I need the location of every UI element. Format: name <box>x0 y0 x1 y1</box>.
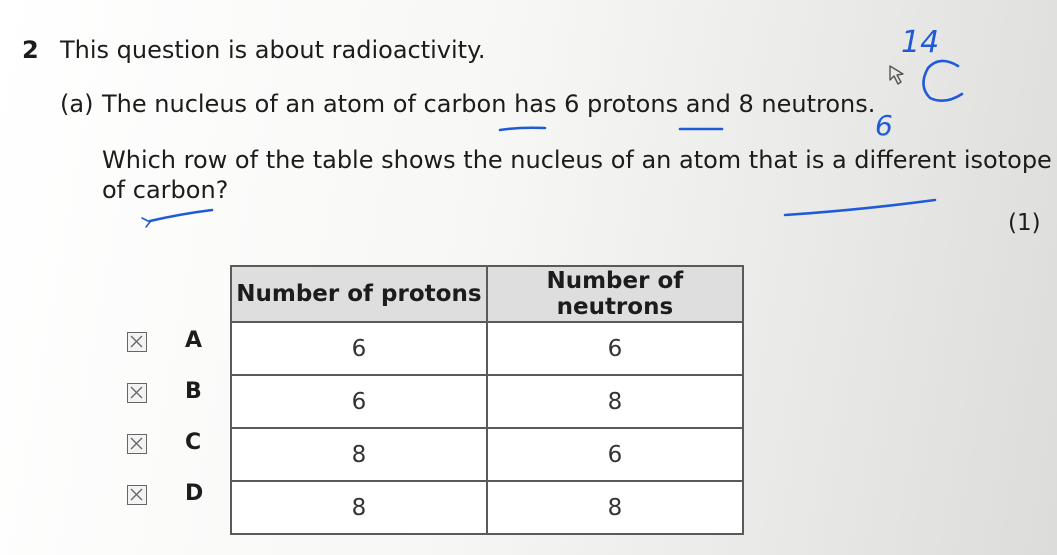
checkbox-a[interactable] <box>127 332 147 352</box>
option-letter: C <box>185 430 202 455</box>
cell-protons: 6 <box>231 322 487 375</box>
underline-of-carbon <box>150 210 212 221</box>
header-neutrons: Number of neutrons <box>487 266 743 322</box>
prompt-line-2: of carbon? <box>102 176 229 204</box>
isotope-table <box>230 265 744 535</box>
option-a[interactable] <box>127 330 207 356</box>
checkbox-c[interactable] <box>127 434 147 454</box>
table-header-row <box>231 266 743 322</box>
symbol-c-arc <box>923 61 962 101</box>
table-row <box>231 375 743 428</box>
part-text: The nucleus of an atom of carbon has 6 protons and 8 neutrons. <box>102 90 876 118</box>
mass-number: 14 <box>901 25 940 60</box>
question-title: This question is about radioactivity. <box>60 36 486 64</box>
cell-neutrons: 6 <box>487 322 743 375</box>
cell-protons: 8 <box>231 481 487 534</box>
underline-6-protons <box>500 128 545 130</box>
table-row <box>231 481 743 534</box>
cell-protons: 6 <box>231 375 487 428</box>
cell-neutrons: 6 <box>487 428 743 481</box>
prompt-line-1: Which row of the table shows the nucleus of an atom that is a different isotope <box>102 146 1052 174</box>
option-letter: D <box>185 481 204 506</box>
atomic-number: 6 <box>875 109 893 142</box>
part-label: (a) <box>60 90 94 118</box>
option-letter: B <box>185 379 202 404</box>
cell-protons: 8 <box>231 428 487 481</box>
option-c[interactable] <box>127 432 207 458</box>
question-prompt <box>102 145 1052 205</box>
table-row <box>231 428 743 481</box>
header-protons: Number of protons <box>231 266 487 322</box>
checkbox-b[interactable] <box>127 383 147 403</box>
cell-neutrons: 8 <box>487 481 743 534</box>
option-b[interactable] <box>127 381 207 407</box>
table-row <box>231 322 743 375</box>
cell-neutrons: 8 <box>487 375 743 428</box>
ink-tick-mark <box>142 218 150 227</box>
option-d[interactable] <box>127 483 207 509</box>
cursor-arrow-icon <box>890 66 903 84</box>
marks-label: (1) <box>1008 210 1041 236</box>
checkbox-d[interactable] <box>127 485 147 505</box>
question-number: 2 <box>22 36 39 64</box>
option-letter: A <box>185 328 203 353</box>
